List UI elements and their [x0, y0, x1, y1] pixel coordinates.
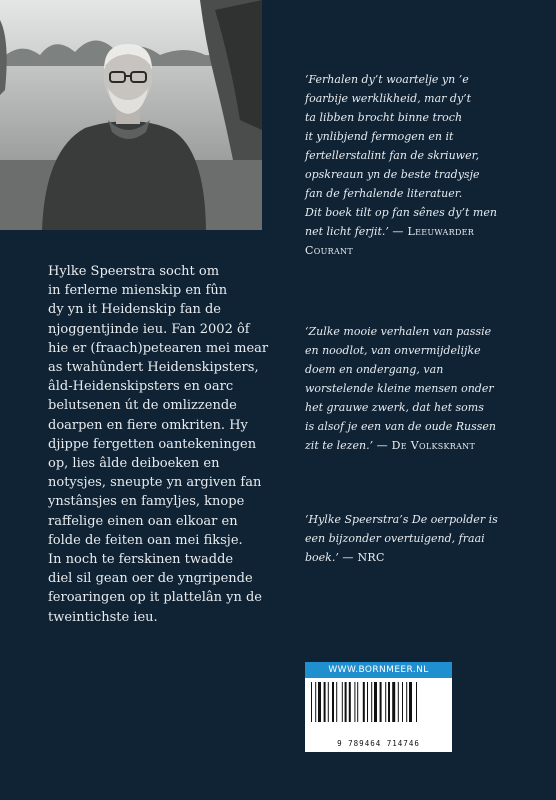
barcode-bar	[363, 682, 365, 722]
barcode-bar	[392, 682, 395, 722]
quote-line: ‘Hylke Speerstra’s De oerpolder is	[305, 513, 498, 526]
bio-line: diel sil gean oer de yngripende	[48, 571, 253, 587]
quote-line: opskreaun yn de beste tradysje	[305, 168, 480, 181]
barcode-bar	[336, 682, 337, 722]
quote-source: — NRC	[342, 551, 385, 564]
quote-line: fan de ferhalende literatuer.	[305, 187, 463, 200]
barcode-bar	[354, 682, 355, 722]
bio-line: Hylke Speerstra socht om	[48, 264, 220, 279]
bio-line: âld-Heidenskipsters en oarc	[48, 379, 234, 395]
quote-line: boek.’	[305, 551, 339, 564]
bio-line: feroaringen op it plattelân yn de	[48, 590, 263, 606]
bio-line: belutsenen út de omlizzende	[48, 398, 237, 414]
bio-line: djippe fergetten oantekeningen	[48, 436, 257, 452]
barcode-bar	[345, 682, 347, 722]
quote-source-continued: Courant	[305, 244, 353, 257]
barcode-bar	[398, 682, 399, 722]
bio-line: tweintichste ieu.	[48, 609, 158, 625]
barcode-bar	[374, 682, 377, 722]
quote-line: net licht ferjit.’	[305, 225, 389, 238]
quote-source: — Leeuwarder	[392, 225, 475, 238]
review-quote-nrc	[305, 510, 540, 567]
barcode-bar	[406, 682, 407, 722]
barcode-bar	[311, 682, 312, 722]
quote-line: doem en ondergang, van	[305, 363, 444, 376]
quote-line: foarbije werklikheid, mar dy’t	[305, 92, 472, 105]
bio-line: as twahûndert Heidenskipsters,	[48, 360, 259, 376]
author-portrait-image	[0, 0, 262, 230]
bio-line: notysjes, sneupte yn argiven fan	[48, 475, 262, 491]
quote-line: en noodlot, van onvermijdelijke	[305, 344, 481, 357]
author-photo	[0, 0, 262, 230]
barcode-bar	[318, 682, 321, 722]
review-quote-volkskrant	[305, 322, 540, 455]
barcode-bar	[324, 682, 326, 722]
barcode-bar	[342, 682, 343, 722]
quote-line: een bijzonder overtuigend, fraai	[305, 532, 485, 545]
barcode-bar	[388, 682, 390, 722]
quote-line: fertellerstalint fan de skriuwer,	[305, 149, 480, 162]
barcode-bar	[315, 682, 316, 722]
barcode-bars	[305, 678, 452, 736]
bio-line: op, lies âlde deiboeken en	[48, 456, 220, 472]
barcode-bar	[385, 682, 386, 722]
barcode-bar	[367, 682, 368, 722]
isbn-number: 9 789464 714746	[337, 739, 420, 748]
quote-line: is alsof je een van de oude Russen	[305, 420, 496, 433]
quote-line: ta libben brocht binne troch	[305, 111, 463, 124]
quote-line: it ynlibjend fermogen en it	[305, 130, 454, 143]
bio-line: raffelige einen oan elkoar en	[48, 513, 238, 529]
bio-line: ynstânsjes en famyljes, knope	[48, 494, 245, 510]
quote-line: Dit boek tilt op fan sênes dy’t men	[305, 206, 497, 219]
barcode-bar	[349, 682, 351, 722]
barcode-block	[305, 662, 452, 752]
isbn-barcode	[305, 678, 452, 752]
barcode-bar	[409, 682, 412, 722]
bio-line: hie er (fraach)petearen mei mear	[48, 340, 269, 356]
barcode-bar	[332, 682, 334, 722]
bio-line: doarpen en fiere omkriten. Hy	[48, 417, 248, 433]
quote-source: — De Volkskrant	[376, 439, 476, 452]
quote-line: zit te lezen.’	[305, 439, 374, 452]
author-biography	[48, 262, 288, 627]
quote-line: worstelende kleine mensen onder	[305, 382, 494, 395]
review-quote-leeuwarder-courant	[305, 70, 540, 260]
bio-line: In noch te ferskinen twadde	[48, 552, 234, 568]
bio-line: folde de feiten oan mei fiksje.	[48, 532, 243, 548]
barcode-bar	[357, 682, 358, 722]
barcode-bar	[380, 682, 382, 722]
barcode-bar	[371, 682, 372, 722]
barcode-bar	[402, 682, 403, 722]
bio-line: in ferlerne mienskip en fûn	[48, 283, 228, 299]
bio-line: dy yn it Heidenskip fan de	[48, 302, 221, 318]
publisher-url: WWW.BORNMEER.NL	[305, 662, 452, 678]
quote-line: het grauwe zwerk, dat het soms	[305, 401, 484, 414]
quote-line: ‘Ferhalen dy’t woartelje yn ’e	[305, 73, 469, 86]
barcode-bar	[328, 682, 329, 722]
barcode-bar	[416, 682, 417, 722]
quote-line: ‘Zulke mooie verhalen van passie	[305, 325, 492, 338]
bio-line: njoggentjinde ieu. Fan 2002 ôf	[48, 321, 250, 337]
